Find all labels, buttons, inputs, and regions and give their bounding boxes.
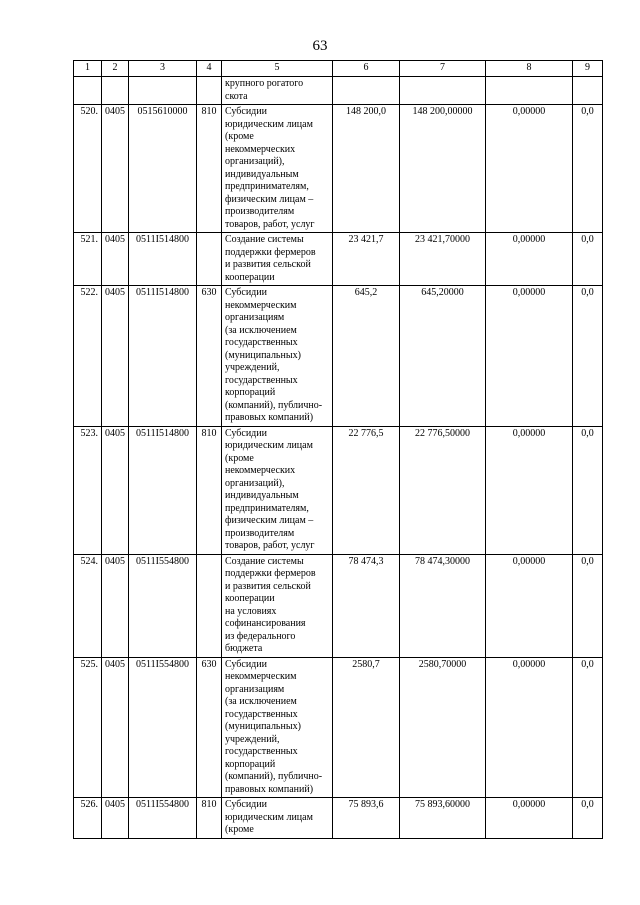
amount-col7: 75 893,60000 — [400, 798, 486, 839]
target-code: 0511I514800 — [129, 286, 197, 427]
page-number: 63 — [312, 38, 328, 54]
amount-col8: 0,00000 — [486, 286, 573, 427]
section-code: 0405 — [102, 105, 129, 233]
target-code: 0511I554800 — [129, 657, 197, 798]
amount-col7: 78 474,30000 — [400, 554, 486, 657]
section-code — [102, 77, 129, 105]
expense-type: 630 — [197, 286, 222, 427]
column-header: 7 — [400, 61, 486, 77]
amount-col6 — [333, 77, 400, 105]
amount-col9: 0,0 — [573, 657, 603, 798]
table-header-row — [74, 61, 603, 77]
target-code: 0511I554800 — [129, 798, 197, 839]
amount-col9 — [573, 77, 603, 105]
expense-type: 810 — [197, 426, 222, 554]
amount-col8: 0,00000 — [486, 233, 573, 286]
item-name: Создание системы поддержки фермеров и развития сельской кооперации на условиях софинансирования из федерального бюджета — [222, 554, 333, 657]
item-name: Создание системы поддержки фермеров и развития сельской кооперации — [222, 233, 333, 286]
expense-type — [197, 77, 222, 105]
item-name: Субсидии юридическим лицам (кроме некоммерческих организаций), индивидуальным предпринимателям, физическим лицам – производителям товаров, работ, услуг — [222, 426, 333, 554]
table-row — [74, 105, 603, 233]
column-header: 5 — [222, 61, 333, 77]
row-number: 521. — [74, 233, 102, 286]
amount-col8: 0,00000 — [486, 105, 573, 233]
item-name: Субсидии юридическим лицам (кроме некоммерческих организаций), индивидуальным предпринимателям, физическим лицам – производителям товаров, работ, услуг — [222, 105, 333, 233]
amount-col7: 148 200,00000 — [400, 105, 486, 233]
item-name: Субсидии юридическим лицам (кроме — [222, 798, 333, 839]
target-code: 0511I514800 — [129, 233, 197, 286]
row-number: 523. — [74, 426, 102, 554]
amount-col7: 23 421,70000 — [400, 233, 486, 286]
column-header: 1 — [74, 61, 102, 77]
table-row — [74, 286, 603, 427]
expense-type — [197, 554, 222, 657]
expense-type — [197, 233, 222, 286]
row-number — [74, 77, 102, 105]
amount-col8 — [486, 77, 573, 105]
table-row — [74, 426, 603, 554]
target-code — [129, 77, 197, 105]
expense-type: 630 — [197, 657, 222, 798]
amount-col7: 2580,70000 — [400, 657, 486, 798]
amount-col9: 0,0 — [573, 426, 603, 554]
amount-col6: 22 776,5 — [333, 426, 400, 554]
section-code: 0405 — [102, 798, 129, 839]
budget-table — [73, 60, 603, 839]
section-code: 0405 — [102, 657, 129, 798]
amount-col6: 2580,7 — [333, 657, 400, 798]
amount-col6: 645,2 — [333, 286, 400, 427]
section-code: 0405 — [102, 426, 129, 554]
row-number: 520. — [74, 105, 102, 233]
item-name: Субсидии некоммерческим организациям (за исключением государственных (муниципальных) учреждений, государственных корпораций (компаний), публично- правовых компаний) — [222, 657, 333, 798]
table-row — [74, 233, 603, 286]
expense-type: 810 — [197, 105, 222, 233]
table-row — [74, 77, 603, 105]
item-name: Субсидии некоммерческим организациям (за исключением государственных (муниципальных) учреждений, государственных корпораций (компаний), публично- правовых компаний) — [222, 286, 333, 427]
target-code: 0515610000 — [129, 105, 197, 233]
column-header: 9 — [573, 61, 603, 77]
target-code: 0511I554800 — [129, 554, 197, 657]
column-header: 4 — [197, 61, 222, 77]
table-row — [74, 554, 603, 657]
amount-col8: 0,00000 — [486, 798, 573, 839]
row-number: 526. — [74, 798, 102, 839]
target-code: 0511I514800 — [129, 426, 197, 554]
amount-col9: 0,0 — [573, 286, 603, 427]
section-code: 0405 — [102, 554, 129, 657]
amount-col7: 645,20000 — [400, 286, 486, 427]
expense-type: 810 — [197, 798, 222, 839]
amount-col8: 0,00000 — [486, 657, 573, 798]
column-header: 3 — [129, 61, 197, 77]
amount-col9: 0,0 — [573, 554, 603, 657]
column-header: 2 — [102, 61, 129, 77]
amount-col6: 148 200,0 — [333, 105, 400, 233]
table-row — [74, 798, 603, 839]
amount-col6: 75 893,6 — [333, 798, 400, 839]
amount-col6: 23 421,7 — [333, 233, 400, 286]
amount-col9: 0,0 — [573, 105, 603, 233]
section-code: 0405 — [102, 233, 129, 286]
amount-col7 — [400, 77, 486, 105]
row-number: 525. — [74, 657, 102, 798]
row-number: 522. — [74, 286, 102, 427]
row-number: 524. — [74, 554, 102, 657]
section-code: 0405 — [102, 286, 129, 427]
amount-col9: 0,0 — [573, 798, 603, 839]
amount-col8: 0,00000 — [486, 554, 573, 657]
table-row — [74, 657, 603, 798]
amount-col7: 22 776,50000 — [400, 426, 486, 554]
column-header: 6 — [333, 61, 400, 77]
column-header: 8 — [486, 61, 573, 77]
amount-col8: 0,00000 — [486, 426, 573, 554]
amount-col6: 78 474,3 — [333, 554, 400, 657]
amount-col9: 0,0 — [573, 233, 603, 286]
item-name: крупного рогатого скота — [222, 77, 333, 105]
